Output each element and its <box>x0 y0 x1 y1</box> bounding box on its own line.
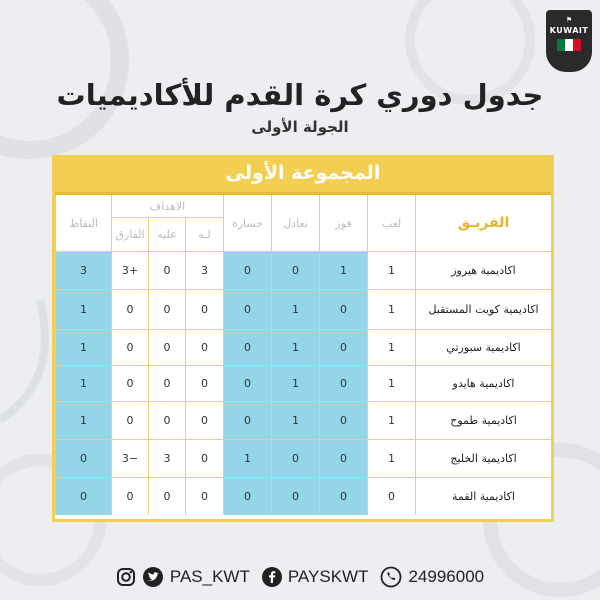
cell-points: 1 <box>55 329 111 365</box>
cell-goals-against: 0 <box>148 477 185 515</box>
cell-goals-for: 0 <box>185 289 223 329</box>
facebook-icon[interactable] <box>262 567 282 587</box>
team-name: اكاديمية طموح <box>415 401 551 439</box>
cell-lost: 0 <box>223 365 271 401</box>
cell-draw: 1 <box>271 365 319 401</box>
cell-draw: 1 <box>271 401 319 439</box>
header-played: لعب <box>367 195 415 251</box>
cell-lost: 0 <box>223 251 271 289</box>
logo <box>546 10 592 72</box>
cell-won: 1 <box>319 251 367 289</box>
phone-icon[interactable] <box>380 566 402 588</box>
cell-played: 1 <box>367 439 415 477</box>
header-goals-against: عليه <box>148 217 185 251</box>
team-name: اكاديمية هايدو <box>415 365 551 401</box>
cell-goals-against: 0 <box>148 329 185 365</box>
team-name: اكاديمية الخليج <box>415 439 551 477</box>
header-lost: خسارة <box>223 195 271 251</box>
team-name: اكاديمية سبورتي <box>415 329 551 365</box>
cell-won: 0 <box>319 289 367 329</box>
cell-points: 0 <box>55 477 111 515</box>
cell-played: 0 <box>367 477 415 515</box>
cell-goals-against: 0 <box>148 251 185 289</box>
cell-played: 1 <box>367 401 415 439</box>
cell-goals-for: 0 <box>185 365 223 401</box>
cell-goals-for: 3 <box>185 251 223 289</box>
header-points: النقاط <box>55 195 111 251</box>
cell-goals-for: 0 <box>185 439 223 477</box>
social-handle: PAS_KWT <box>169 567 250 586</box>
cell-points: 1 <box>55 401 111 439</box>
cell-goals-against: 0 <box>148 401 185 439</box>
cell-goal-diff: 0 <box>111 329 148 365</box>
cell-points: 1 <box>55 289 111 329</box>
cell-goal-diff: 0 <box>111 365 148 401</box>
cell-goal-diff: 0 <box>111 289 148 329</box>
cell-points: 1 <box>55 365 111 401</box>
cell-lost: 0 <box>223 401 271 439</box>
cell-won: 0 <box>319 477 367 515</box>
twitter-icon[interactable] <box>142 567 164 587</box>
cell-lost: 0 <box>223 477 271 515</box>
cell-played: 1 <box>367 251 415 289</box>
cell-draw: 0 <box>271 251 319 289</box>
instagram-icon[interactable] <box>116 567 136 587</box>
cell-played: 1 <box>367 329 415 365</box>
cell-lost: 0 <box>223 329 271 365</box>
cell-points: 0 <box>55 439 111 477</box>
header-team: الفريـق <box>415 195 551 251</box>
cell-draw: 1 <box>271 289 319 329</box>
group-title: المجموعة الأولى <box>55 155 551 195</box>
cell-played: 1 <box>367 365 415 401</box>
cell-draw: 0 <box>271 477 319 515</box>
cell-goal-diff: 0 <box>111 477 148 515</box>
cell-goal-diff: 0 <box>111 401 148 439</box>
standings-table <box>52 155 554 522</box>
team-name: اكاديمية هيروز <box>415 251 551 289</box>
team-name: اكاديمية كويت المستقبل <box>415 289 551 329</box>
header-goals-group: الاهداف <box>111 195 223 217</box>
page-title: جدول دوري كرة القدم للأكاديميات <box>56 78 544 112</box>
cell-goals-against: 0 <box>148 289 185 329</box>
cell-goal-diff: 3− <box>111 439 148 477</box>
logo-brand: KUWAIT <box>549 26 589 35</box>
cell-goals-against: 0 <box>148 365 185 401</box>
cell-goals-for: 0 <box>185 329 223 365</box>
cell-goal-diff: 3+ <box>111 251 148 289</box>
standings-grid <box>55 195 551 519</box>
cell-goals-for: 0 <box>185 401 223 439</box>
cell-lost: 1 <box>223 439 271 477</box>
phone-number: 24996000 <box>408 567 485 586</box>
cell-won: 0 <box>319 365 367 401</box>
flag-icon <box>557 39 581 51</box>
cell-goals-against: 3 <box>148 439 185 477</box>
header-won: فوز <box>319 195 367 251</box>
cell-lost: 0 <box>223 289 271 329</box>
cell-points: 3 <box>55 251 111 289</box>
facebook-handle: PAYSKWT <box>287 567 369 586</box>
cell-goals-for: 0 <box>185 477 223 515</box>
cell-draw: 0 <box>271 439 319 477</box>
cell-won: 0 <box>319 329 367 365</box>
header-goals-for: لـه <box>185 217 223 251</box>
footer <box>0 562 600 592</box>
team-name: اكاديمية القمة <box>415 477 551 515</box>
logo-arabic: ⚑ <box>565 16 573 24</box>
cell-won: 0 <box>319 439 367 477</box>
cell-played: 1 <box>367 289 415 329</box>
header-draw: تعادل <box>271 195 319 251</box>
cell-won: 0 <box>319 401 367 439</box>
round-subtitle: الجولة الأولى <box>251 118 349 136</box>
header-goal-diff: الفارق <box>111 217 148 251</box>
cell-draw: 1 <box>271 329 319 365</box>
